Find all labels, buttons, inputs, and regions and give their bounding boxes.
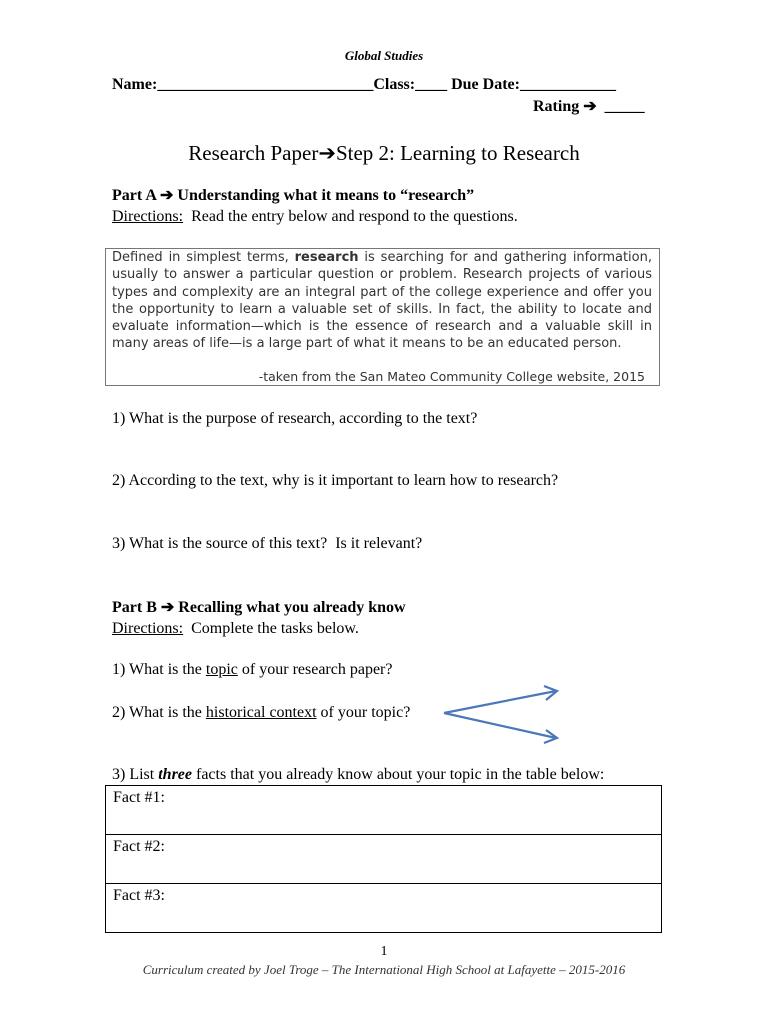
excerpt-source: -taken from the San Mateo Community College website, 2015 bbox=[258, 369, 645, 384]
part-b-question-3 bbox=[112, 766, 604, 784]
q2-text-before: 2) What is the bbox=[112, 704, 206, 721]
rating-label: Rating bbox=[533, 98, 580, 115]
rating-line bbox=[533, 96, 645, 116]
table-row bbox=[106, 884, 662, 933]
q2-text-after: of your topic? bbox=[316, 704, 411, 721]
name-class-due-line: Name:___________________________Class:____ Due Date:____________ bbox=[112, 76, 616, 93]
part-a-title: Understanding what it means to “research” bbox=[177, 187, 475, 204]
excerpt-text-before: Defined in simplest terms, bbox=[112, 250, 295, 265]
part-a-directions bbox=[112, 208, 518, 226]
table-row bbox=[106, 835, 662, 884]
directions-text: Read the entry below and respond to the questions. bbox=[183, 208, 518, 225]
part-b-directions bbox=[112, 620, 359, 638]
part-a-question-1: 1) What is the purpose of research, according to the text? bbox=[112, 410, 478, 427]
part-a-label: Part A bbox=[112, 187, 156, 204]
title-left: Research Paper bbox=[188, 141, 319, 165]
facts-table bbox=[105, 785, 662, 933]
directions-label: Directions: bbox=[112, 208, 184, 225]
q3-text-before: 3) List bbox=[112, 766, 159, 783]
table-row bbox=[106, 786, 662, 835]
part-b-heading bbox=[112, 597, 406, 617]
upper-arrow-line bbox=[444, 691, 556, 713]
fact-cell-1[interactable]: Fact #1: bbox=[106, 786, 662, 835]
q2-keyword: historical context bbox=[205, 704, 317, 721]
right-arrow-icon: ➔ bbox=[160, 187, 174, 204]
part-a-question-3: 3) What is the source of this text? Is it relevant? bbox=[112, 535, 423, 552]
q1-keyword: topic bbox=[205, 661, 238, 678]
excerpt-keyword: research bbox=[294, 250, 359, 265]
page-number: 1 bbox=[380, 944, 388, 959]
q3-text-after: facts that you already know about your topic in the table below: bbox=[192, 766, 605, 783]
fact-cell-2[interactable]: Fact #2: bbox=[106, 835, 662, 884]
part-b-question-2 bbox=[112, 704, 410, 722]
directions-label: Directions: bbox=[112, 620, 184, 637]
part-a-heading bbox=[112, 185, 474, 205]
part-a-question-2: 2) According to the text, why is it important to learn how to research? bbox=[112, 472, 559, 489]
excerpt-text bbox=[112, 249, 652, 353]
right-arrow-icon: ➔ bbox=[160, 599, 175, 616]
q1-text-after: of your research paper? bbox=[237, 661, 393, 678]
excerpt-text-after: is searching for and gathering information, usually to answer a particular question or problem. Research projects of various types and complexity are an integral part of the college experience and offer you the opportunity to learn a valuable set of skills. In fact, the ability to locate and evaluate information—which is the essence of research and a valuable skill in many areas of life—is a large part of what it means to be an educated person. bbox=[112, 250, 652, 352]
course-title: Global Studies bbox=[344, 48, 424, 63]
q1-text-before: 1) What is the bbox=[112, 661, 206, 678]
page-title bbox=[0, 141, 768, 166]
branch-arrows-icon bbox=[440, 682, 565, 748]
directions-text: Complete the tasks below. bbox=[183, 620, 359, 637]
footer-credit: Curriculum created by Joel Troge – The International High School at Lafayette – 2015-2016 bbox=[142, 962, 626, 977]
right-arrow-icon: ➔ bbox=[583, 98, 597, 115]
q3-emphasis: three bbox=[158, 766, 192, 783]
right-arrow-icon: ➔ bbox=[318, 141, 336, 165]
rating-blank: _____ bbox=[604, 98, 645, 115]
part-b-question-1 bbox=[112, 661, 392, 679]
part-b-label: Part B bbox=[112, 599, 157, 616]
fact-cell-3[interactable]: Fact #3: bbox=[106, 884, 662, 933]
part-b-title: Recalling what you already know bbox=[178, 599, 406, 616]
lower-arrow-line bbox=[444, 713, 556, 738]
title-right: Step 2: Learning to Research bbox=[335, 141, 580, 165]
